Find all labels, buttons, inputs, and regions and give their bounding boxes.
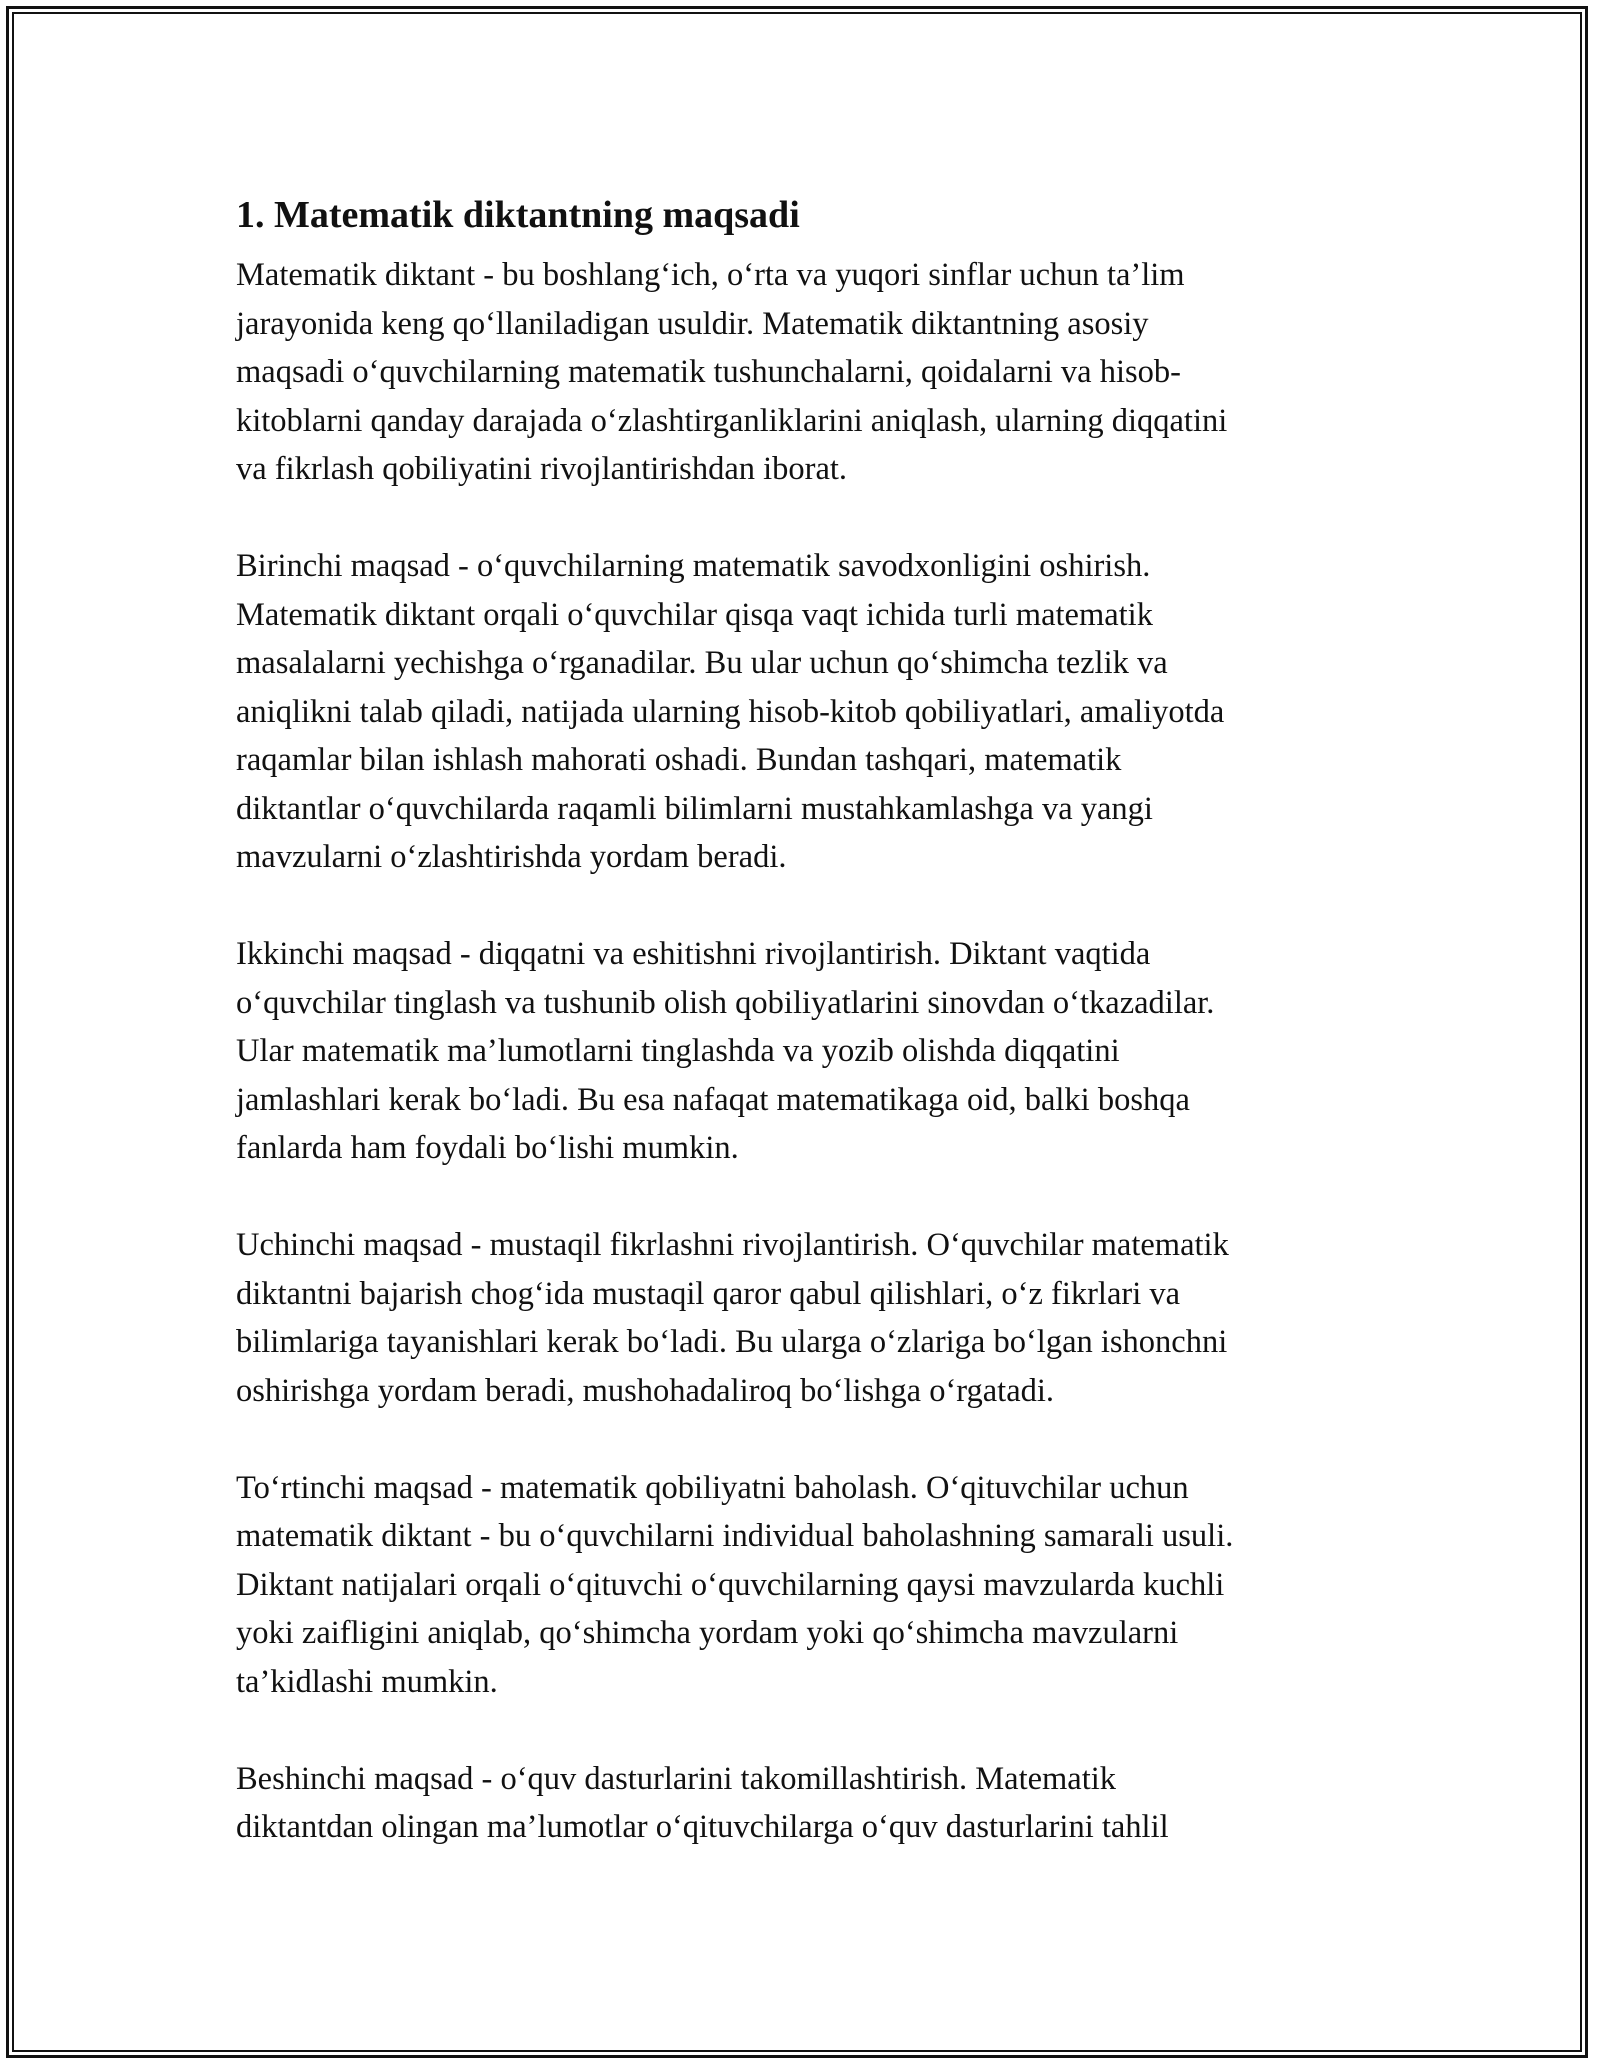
paragraph-goal-2 [236, 930, 1376, 1173]
paragraph-goal-3 [236, 1221, 1376, 1415]
text-line: Matematik diktant - bu boshlang‘ich, o‘rta va yuqori sinflar uchun ta’lim [236, 257, 1185, 293]
text-line: raqamlar bilan ishlash mahorati oshadi. Bundan tashqari, matematik [236, 742, 1122, 778]
text-line: Matematik diktant orqali o‘quvchilar qisqa vaqt ichida turli matematik [236, 596, 1153, 633]
text-line: diktantni bajarish chog‘ida mustaqil qaror qabul qilishlari, o‘z fikrlari va [236, 1275, 1181, 1312]
text-line: maqsadi o‘quvchilarning matematik tushunchalarni, qoidalarni va hisob- [236, 354, 1181, 390]
text-line: ta’kidlashi mumkin. [236, 1663, 498, 1700]
paragraph-goal-4 [236, 1464, 1376, 1707]
text-line: bilimlariga tayanishlari kerak bo‘ladi. Bu ularga o‘zlariga bo‘lgan ishonchni [236, 1324, 1228, 1360]
text-line: Ikkinchi maqsad - diqqatni va eshitishni rivojlantirish. Diktant vaqtida [236, 936, 1151, 972]
text-line: kitoblarni qanday darajada o‘zlashtirganliklarini aniqlash, ularning diqqatini [236, 402, 1228, 439]
text-line: Diktant natijalari orqali o‘qituvchi o‘quvchilarning qaysi mavzularda kuchli [236, 1566, 1225, 1603]
text-line: jarayonida keng qo‘llaniladigan usuldir. Matematik diktantning asosiy [236, 305, 1149, 342]
text-line: yoki zaifligini aniqlab, qo‘shimcha yordam yoki qo‘shimcha mavzularni [236, 1615, 1179, 1651]
text-line: Birinchi maqsad - o‘quvchilarning matematik savodxonligini oshirish. [236, 548, 1151, 584]
text-line: diktantlar o‘quvchilarda raqamli bilimlarni mustahkamlashga va yangi [236, 790, 1153, 827]
text-line: Ular matematik ma’lumotlarni tinglashda va yozib olishda diqqatini [236, 1033, 1120, 1069]
text-line: va fikrlash qobiliyatini rivojlantirishdan iborat. [236, 451, 848, 487]
text-line: mavzularni o‘zlashtirishda yordam beradi. [236, 839, 787, 875]
text-line: Beshinchi maqsad - o‘quv dasturlarini takomillashtirish. Matematik [236, 1760, 1117, 1797]
text-line: matematik diktant - bu o‘quvchilarni individual baholashning samarali usuli. [236, 1518, 1234, 1554]
text-line: jamlashlari kerak bo‘ladi. Bu esa nafaqat matematikaga oid, balki boshqa [236, 1081, 1190, 1118]
text-line: o‘quvchilar tinglash va tushunib olish qobiliyatlarini sinovdan o‘tkazadilar. [236, 984, 1215, 1021]
text-line: aniqlikni talab qiladi, natijada ularning hisob-kitob qobiliyatlari, amaliyotda [236, 693, 1225, 730]
text-line: fanlarda ham foydali bo‘lishi mumkin. [236, 1130, 739, 1166]
text-line: To‘rtinchi maqsad - matematik qobiliyatni baholash. O‘qituvchilar uchun [236, 1469, 1189, 1506]
text-line: masalalarni yechishga o‘rganadilar. Bu ular uchun qo‘shimcha tezlik va [236, 645, 1168, 681]
section-heading: 1. Matematik diktantning maqsadi [236, 194, 800, 236]
text-line: diktantdan olingan ma’lumotlar o‘qituvchilarga o‘quv dasturlarini tahlil [236, 1809, 1169, 1845]
paragraph-intro [236, 251, 1376, 494]
paragraph-goal-5 [236, 1755, 1376, 1852]
paragraph-goal-1 [236, 542, 1376, 882]
document-body [236, 185, 1376, 1900]
text-line: oshirishga yordam beradi, mushohadaliroq bo‘lishga o‘rgatadi. [236, 1372, 1055, 1409]
text-line: Uchinchi maqsad - mustaqil fikrlashni rivojlantirish. O‘quvchilar matematik [236, 1227, 1229, 1263]
